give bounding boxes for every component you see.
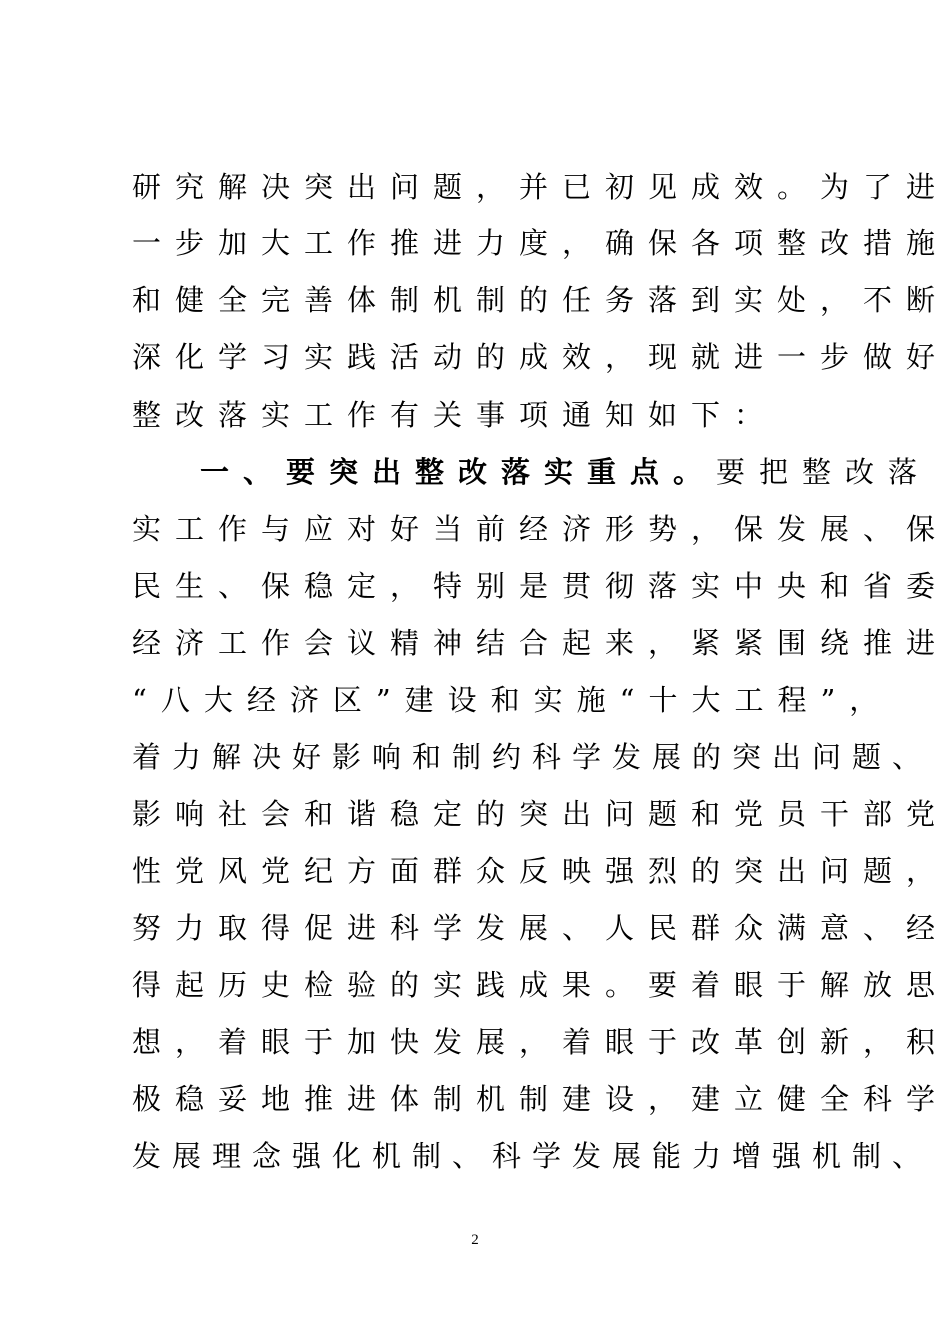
paragraph-line: 着力解决好影响和制约科学发展的突出问题、 (132, 740, 933, 774)
paragraph-line: 深化学习实践活动的成效，现就进一步做好 (132, 340, 950, 374)
page-number: 2 (471, 1232, 479, 1248)
paragraph-line: 整改落实工作有关事项通知如下： (132, 398, 778, 432)
paragraph-line: 性党风党纪方面群众反映强烈的突出问题， (132, 854, 950, 888)
paragraph-line: “八大经济区”建设和实施“十大工程”， (132, 683, 893, 717)
paragraph-line: 极稳妥地推进体制机制建设，建立健全科学 (132, 1082, 950, 1116)
paragraph-line: 民生、保稳定，特别是贯彻落实中央和省委 (132, 569, 950, 603)
paragraph-line: 研究解决突出问题，并已初见成效。为了进 (132, 170, 950, 204)
paragraph-line: 发展理念强化机制、科学发展能力增强机制、 (132, 1139, 933, 1173)
paragraph-line: 实工作与应对好当前经济形势，保发展、保 (132, 512, 950, 546)
paragraph-line: 经济工作会议精神结合起来，紧紧围绕推进 (132, 626, 950, 660)
paragraph-line: 得起历史检验的实践成果。要着眼于解放思 (132, 968, 950, 1002)
section-text: 要把整改落 (716, 455, 932, 489)
paragraph-line: 影响社会和谐稳定的突出问题和党员干部党 (132, 797, 950, 831)
section-heading: 一、要突出整改落实重点。 (200, 455, 717, 489)
paragraph-line: 努力取得促进科学发展、人民群众满意、经 (132, 911, 950, 945)
section-heading-line (200, 452, 931, 492)
paragraph-line: 想，着眼于加快发展，着眼于改革创新，积 (132, 1025, 950, 1059)
paragraph-line: 和健全完善体制机制的任务落到实处，不断 (132, 283, 950, 317)
paragraph-line: 一步加大工作推进力度，确保各项整改措施 (132, 226, 950, 260)
